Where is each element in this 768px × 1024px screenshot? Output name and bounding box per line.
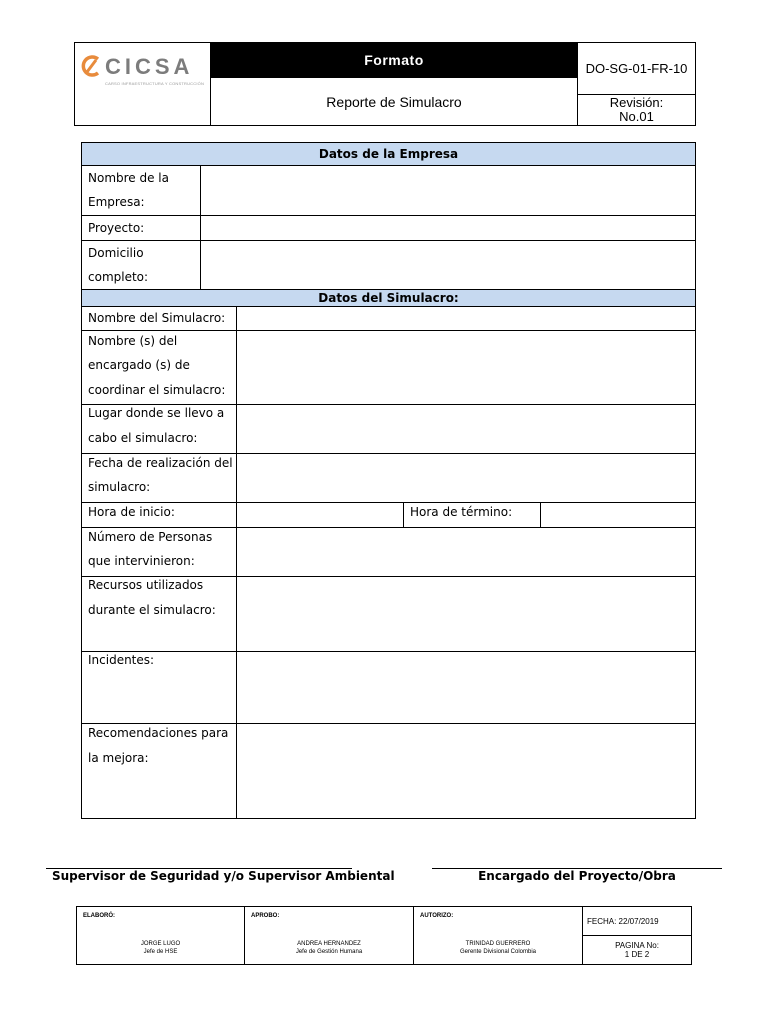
label-recomendaciones-1: Recomendaciones para [88, 726, 229, 740]
label-domicilio-2: completo: [88, 270, 149, 284]
label-recursos-1: Recursos utilizados [88, 578, 204, 592]
label-recomendaciones-2: la mejora: [88, 751, 149, 765]
footer-pagina-label: PAGINA No: [615, 941, 659, 950]
label-cell-encargados [81, 330, 237, 405]
label-nombre-empresa-1: Nombre de la [88, 171, 169, 185]
label-cell-recomendaciones [81, 723, 237, 819]
document-header [74, 42, 696, 126]
label-fecha-2: simulacro: [88, 480, 151, 494]
footer-autorizo [413, 906, 583, 965]
label-cell-personas [81, 527, 237, 577]
label-proyecto: Proyecto: [88, 221, 145, 235]
label-cell-incidentes [81, 651, 237, 724]
input-recursos[interactable] [236, 576, 696, 652]
footer-elaboro-name: JORGE LUGO [140, 941, 181, 947]
label-hora-termino: Hora de término: [410, 505, 513, 519]
input-proyecto[interactable] [200, 215, 696, 241]
input-nombre-simulacro[interactable] [236, 306, 696, 331]
input-fecha[interactable] [236, 453, 696, 503]
label-cell-proyecto [81, 215, 201, 241]
footer-aprobo-label: APROBO: [251, 913, 280, 919]
label-recursos-2: durante el simulacro: [88, 603, 216, 617]
footer-autorizo-role: Gerente Divisional Colombia [459, 949, 537, 955]
header-formato: Formato [211, 43, 577, 77]
document-title: Reporte de Simulacro [211, 77, 577, 125]
label-encargados-2: encargado (s) de [88, 358, 190, 372]
label-personas-1: Número de Personas [88, 530, 213, 544]
input-recomendaciones[interactable] [236, 723, 696, 819]
label-lugar-2: cabo el simulacro: [88, 431, 198, 445]
label-domicilio-1: Domicilio [88, 246, 144, 260]
input-domicilio[interactable] [200, 240, 696, 290]
footer-elaboro-role: Jefe de HSE [143, 949, 178, 955]
label-lugar-1: Lugar donde se llevo a [88, 406, 225, 420]
label-cell-lugar [81, 404, 237, 454]
label-cell-recursos [81, 576, 237, 652]
input-incidentes[interactable] [236, 651, 696, 724]
signature-label-right: Encargado del Proyecto/Obra [478, 869, 676, 883]
footer-aprobo [244, 906, 414, 965]
label-nombre-empresa-2: Empresa: [88, 195, 145, 209]
footer-fecha: FECHA: 22/07/2019 [582, 906, 692, 936]
logo-text: CICSA [105, 54, 194, 79]
section-simulacro: Datos del Simulacro: [81, 289, 696, 307]
label-hora-inicio: Hora de inicio: [88, 505, 175, 519]
input-nombre-empresa[interactable] [200, 165, 696, 216]
label-cell-domicilio [81, 240, 201, 290]
section-empresa: Datos de la Empresa [81, 142, 696, 166]
footer-pagina-value: 1 DE 2 [624, 950, 650, 959]
label-cell-hora-termino [403, 502, 541, 528]
label-cell-nombre-simulacro [81, 306, 237, 331]
logo-tagline: CARSO INFRAESTRUCTURA Y CONSTRUCCIÓN [105, 81, 205, 86]
company-logo [75, 43, 211, 125]
label-encargados-1: Nombre (s) del [88, 334, 178, 348]
input-encargados[interactable] [236, 330, 696, 405]
footer-autorizo-label: AUTORIZO: [420, 913, 454, 919]
logo-mark-icon [81, 54, 103, 78]
revision-label: Revisión: [609, 95, 664, 110]
label-cell-nombre-empresa [81, 165, 201, 216]
footer-pagina [582, 935, 692, 965]
label-personas-2: que intervinieron: [88, 554, 195, 568]
footer-autorizo-name: TRINIDAD GUERRERO [465, 941, 531, 947]
revision-box [577, 95, 695, 125]
footer-elaboro [76, 906, 245, 965]
input-personas[interactable] [236, 527, 696, 577]
label-fecha-1: Fecha de realización del [88, 456, 233, 470]
footer-aprobo-role: Jefe de Gestión Humana [295, 949, 363, 955]
footer-aprobo-name: ANDREA HERNANDEZ [297, 941, 361, 947]
input-lugar[interactable] [236, 404, 696, 454]
label-incidentes: Incidentes: [88, 653, 155, 667]
label-nombre-simulacro: Nombre del Simulacro: [88, 311, 226, 325]
label-cell-fecha [81, 453, 237, 503]
document-code: DO-SG-01-FR-10 [577, 43, 695, 95]
input-hora-termino[interactable] [540, 502, 696, 528]
input-hora-inicio[interactable] [236, 502, 404, 528]
label-encargados-3: coordinar el simulacro: [88, 383, 226, 397]
revision-value: No.01 [619, 109, 654, 124]
signature-label-left: Supervisor de Seguridad y/o Supervisor Ambiental [52, 869, 395, 883]
footer-elaboro-label: ELABORÓ: [83, 913, 115, 919]
